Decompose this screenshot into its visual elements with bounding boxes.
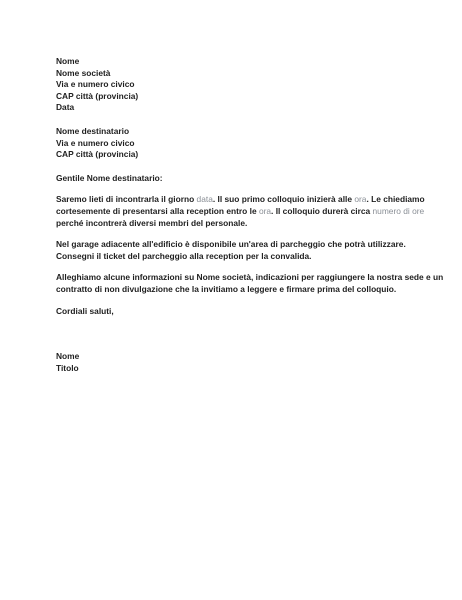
paragraph-attachments-line2: contratto di non divulgazione che la invitiamo a leggere e firmare prima del colloquio. — [56, 283, 397, 294]
sender-name[interactable]: Nome — [56, 56, 80, 66]
greeting-text[interactable]: Gentile Nome destinatario: — [56, 172, 163, 183]
paragraph-parking — [56, 239, 412, 262]
recipient-address — [56, 126, 412, 161]
letter-body — [56, 56, 444, 374]
text-run: . Il suo primo colloquio inizierà alle — [212, 194, 355, 205]
signature-block — [56, 351, 412, 374]
paragraph-attachments-line1: Alleghiamo alcune informazioni su Nome società, indicazioni per raggiungere la nostra sede e un — [56, 272, 444, 283]
signature-title[interactable]: Titolo — [56, 362, 79, 373]
letter-date[interactable]: Data — [56, 102, 75, 113]
greeting — [56, 173, 412, 185]
text-run: . Le chiediamo — [366, 194, 425, 205]
text-run: Saremo lieti di incontrarla il giorno — [56, 194, 197, 205]
paragraph-attachments — [56, 272, 444, 295]
hours-placeholder[interactable]: numero di ore — [372, 205, 425, 216]
paragraph-parking-line2: Consegni il ticket del parcheggio alla reception per la convalida. — [56, 250, 312, 261]
paragraph-interview — [56, 194, 425, 229]
date-placeholder[interactable]: data — [196, 194, 213, 205]
sender-city[interactable]: CAP città (provincia) — [56, 90, 139, 101]
sender-street[interactable]: Via e numero civico — [56, 79, 135, 90]
sender-address — [56, 56, 412, 114]
text-run: . Il colloquio durerà circa — [271, 205, 373, 216]
text-run: cortesemente di presentarsi alla reception entro le — [56, 205, 259, 216]
recipient-street[interactable]: Via e numero civico — [56, 137, 135, 148]
time-placeholder[interactable]: ora — [354, 194, 367, 205]
signature-name[interactable]: Nome — [56, 351, 80, 362]
arrival-time-placeholder[interactable]: ora — [258, 205, 272, 216]
closing — [56, 306, 412, 318]
paragraph-interview-line3: perché incontrerà diversi membri del personale. — [56, 217, 248, 228]
closing-text[interactable]: Cordiali saluti, — [56, 305, 114, 316]
paragraph-interview-line2 — [56, 205, 425, 218]
recipient-name[interactable]: Nome destinatario — [56, 125, 130, 136]
paragraph-interview-line1 — [56, 194, 425, 206]
sender-company[interactable]: Nome società — [56, 67, 111, 78]
recipient-city[interactable]: CAP città (provincia) — [56, 149, 139, 160]
paragraph-parking-line1: Nel garage adiacente all'edificio è disponibile un'area di parcheggio che potrà utilizzare. — [56, 239, 406, 250]
